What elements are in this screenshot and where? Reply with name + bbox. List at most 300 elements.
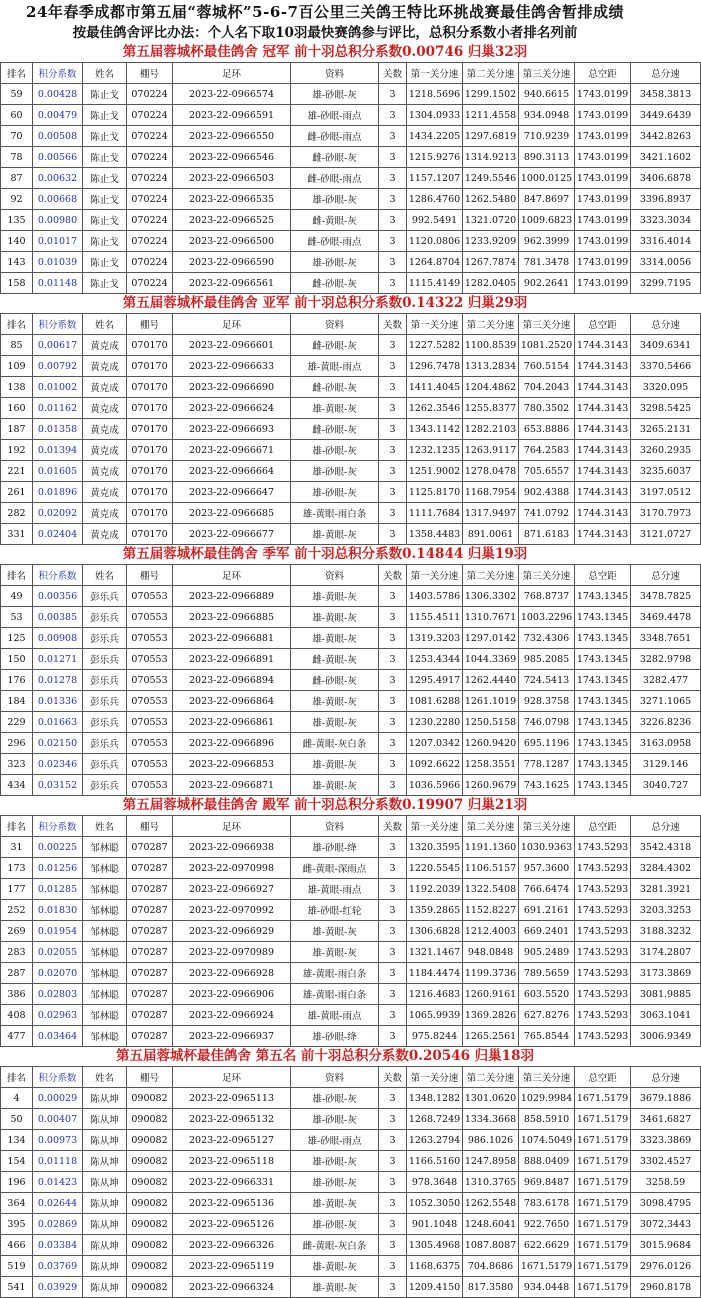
total-speed-cell: 3235.6037 <box>631 461 701 482</box>
name-cell: 彭乐兵 <box>83 691 127 712</box>
stage1-speed-cell: 1184.4474 <box>407 963 463 984</box>
stage1-speed-cell: 1251.9002 <box>407 461 463 482</box>
shed-cell: 070287 <box>127 900 173 921</box>
shed-cell: 070553 <box>127 628 173 649</box>
coef-cell: 0.00428 <box>33 84 83 105</box>
stage1-speed-cell: 1092.6622 <box>407 754 463 775</box>
table-row <box>1 273 701 294</box>
stage2-speed-cell: 1267.7874 <box>463 252 519 273</box>
rank-cell: 184 <box>1 691 33 712</box>
stage2-speed-cell: 1204.4862 <box>463 377 519 398</box>
desc-cell: 雄-黄眼-灰 <box>291 712 379 733</box>
ring-cell: 2023-22-0966853 <box>173 754 291 775</box>
stage3-speed-cell: 741.0792 <box>519 503 575 524</box>
column-header: 第三关分速 <box>519 314 575 335</box>
column-header: 第二关分速 <box>463 565 519 586</box>
shed-cell: 070224 <box>127 105 173 126</box>
coef-cell: 0.01271 <box>33 649 83 670</box>
stage3-speed-cell: 957.3600 <box>519 858 575 879</box>
column-header: 积分系数 <box>33 1067 83 1088</box>
table-row <box>1 524 701 545</box>
stage2-speed-cell: 1258.3551 <box>463 754 519 775</box>
coef-cell: 0.03929 <box>33 1277 83 1298</box>
coef-cell: 0.01663 <box>33 712 83 733</box>
shed-cell: 070553 <box>127 754 173 775</box>
stages-cell: 3 <box>379 900 407 921</box>
column-header: 姓名 <box>83 314 127 335</box>
desc-cell: 雄-砂眼-灰 <box>291 1172 379 1193</box>
section-title: 第五届蓉城杯最佳鸽舍 殿军 前十羽总积分系数0.19907 归巢21羽 <box>122 797 528 813</box>
stage1-speed-cell: 1411.4045 <box>407 377 463 398</box>
name-cell: 彭乐兵 <box>83 649 127 670</box>
stage2-speed-cell: 704.8686 <box>463 1256 519 1277</box>
total-speed-cell: 3316.4014 <box>631 231 701 252</box>
total-speed-cell: 3320.095 <box>631 377 701 398</box>
name-cell: 黄克成 <box>83 335 127 356</box>
rank-cell: 323 <box>1 754 33 775</box>
shed-cell: 070287 <box>127 984 173 1005</box>
stage2-speed-cell: 1087.8087 <box>463 1235 519 1256</box>
total-speed-cell: 3323.3869 <box>631 1130 701 1151</box>
desc-cell: 雄-黄眼-雨点 <box>291 356 379 377</box>
stage1-speed-cell: 1155.4511 <box>407 607 463 628</box>
name-cell: 陈从坤 <box>83 1235 127 1256</box>
table-row <box>1 921 701 942</box>
ring-cell: 2023-22-0966535 <box>173 189 291 210</box>
stage1-speed-cell: 1286.4760 <box>407 189 463 210</box>
column-header: 总分速 <box>631 314 701 335</box>
rank-cell: 135 <box>1 210 33 231</box>
stage1-speed-cell: 1306.6828 <box>407 921 463 942</box>
coef-cell: 0.01358 <box>33 419 83 440</box>
total-distance-cell: 1744.3143 <box>575 377 631 398</box>
coef-cell: 0.02869 <box>33 1214 83 1235</box>
total-speed-cell: 3461.6827 <box>631 1109 701 1130</box>
column-header: 第三关分速 <box>519 1067 575 1088</box>
total-speed-cell: 3299.7195 <box>631 273 701 294</box>
name-cell: 邹林聪 <box>83 1005 127 1026</box>
total-distance-cell: 1743.1345 <box>575 607 631 628</box>
total-distance-cell: 1671.5179 <box>575 1214 631 1235</box>
total-distance-cell: 1743.5293 <box>575 858 631 879</box>
stage3-speed-cell: 780.3502 <box>519 398 575 419</box>
shed-cell: 070287 <box>127 858 173 879</box>
section-title: 第五届蓉城杯最佳鸽舍 第五名 前十羽总积分系数0.20546 归巢18羽 <box>116 1048 534 1064</box>
total-distance-cell: 1743.0199 <box>575 126 631 147</box>
coef-cell: 0.01423 <box>33 1172 83 1193</box>
ring-cell: 2023-22-0966633 <box>173 356 291 377</box>
total-distance-cell: 1743.5293 <box>575 1026 631 1047</box>
rank-cell: 434 <box>1 775 33 796</box>
ring-cell: 2023-22-0966331 <box>173 1172 291 1193</box>
total-speed-cell: 3282.9798 <box>631 649 701 670</box>
rank-cell: 331 <box>1 524 33 545</box>
name-cell: 彭乐兵 <box>83 754 127 775</box>
column-header: 总空距 <box>575 314 631 335</box>
name-cell: 黄克成 <box>83 524 127 545</box>
stage2-speed-cell: 1263.9117 <box>463 440 519 461</box>
desc-cell: 雌-砂眼-雨点 <box>291 231 379 252</box>
shed-cell: 070170 <box>127 440 173 461</box>
column-header: 积分系数 <box>33 816 83 837</box>
coef-cell: 0.01278 <box>33 670 83 691</box>
table-row <box>1 461 701 482</box>
rank-cell: 296 <box>1 733 33 754</box>
stages-cell: 3 <box>379 1277 407 1298</box>
total-speed-cell: 3226.8236 <box>631 712 701 733</box>
shed-cell: 070553 <box>127 607 173 628</box>
stage2-speed-cell: 1211.4558 <box>463 105 519 126</box>
coef-cell: 0.03152 <box>33 775 83 796</box>
rank-cell: 109 <box>1 356 33 377</box>
table-row <box>1 586 701 607</box>
stage1-speed-cell: 1305.4968 <box>407 1235 463 1256</box>
total-speed-cell: 3203.3253 <box>631 900 701 921</box>
rank-cell: 364 <box>1 1193 33 1214</box>
name-cell: 陈止戈 <box>83 231 127 252</box>
ring-cell: 2023-22-0970992 <box>173 900 291 921</box>
desc-cell: 雄-黄眼-灰 <box>291 921 379 942</box>
page-subtitle: 按最佳鸽舍评比办法：个人名下取10羽最快赛鸽参与评比，总积分系数小者排名列前 <box>72 25 578 41</box>
stages-cell: 3 <box>379 440 407 461</box>
stage3-speed-cell: 1671.5179 <box>519 1256 575 1277</box>
column-header: 资料 <box>291 314 379 335</box>
table-row <box>1 879 701 900</box>
total-speed-cell: 3281.3921 <box>631 879 701 900</box>
column-header: 第二关分速 <box>463 314 519 335</box>
shed-cell: 070170 <box>127 419 173 440</box>
total-distance-cell: 1743.5293 <box>575 963 631 984</box>
total-speed-cell: 3163.0958 <box>631 733 701 754</box>
rank-cell: 150 <box>1 649 33 670</box>
table-row <box>1 628 701 649</box>
total-distance-cell: 1743.0199 <box>575 189 631 210</box>
stages-cell: 3 <box>379 461 407 482</box>
shed-cell: 070170 <box>127 398 173 419</box>
stage1-speed-cell: 1192.2039 <box>407 879 463 900</box>
coef-cell: 0.00908 <box>33 628 83 649</box>
coef-cell: 0.03384 <box>33 1235 83 1256</box>
table-row <box>1 1235 701 1256</box>
table-row <box>1 1088 701 1109</box>
section-block <box>0 1047 692 1298</box>
stages-cell: 3 <box>379 105 407 126</box>
desc-cell: 雄-砂眼-灰 <box>291 1088 379 1109</box>
name-cell: 邹林聪 <box>83 900 127 921</box>
shed-cell: 090082 <box>127 1130 173 1151</box>
name-cell: 邹林聪 <box>83 942 127 963</box>
table-row <box>1 210 701 231</box>
total-distance-cell: 1744.3143 <box>575 503 631 524</box>
stage2-speed-cell: 1260.9420 <box>463 733 519 754</box>
stage2-speed-cell: 1168.7954 <box>463 482 519 503</box>
total-distance-cell: 1743.1345 <box>575 754 631 775</box>
stages-cell: 3 <box>379 356 407 377</box>
rank-cell: 261 <box>1 482 33 503</box>
desc-cell: 雄-黄眼-灰 <box>291 607 379 628</box>
total-speed-cell: 3396.8937 <box>631 189 701 210</box>
stage1-speed-cell: 975.8244 <box>407 1026 463 1047</box>
coef-cell: 0.00566 <box>33 147 83 168</box>
total-distance-cell: 1671.5179 <box>575 1088 631 1109</box>
stage1-speed-cell: 1403.5786 <box>407 586 463 607</box>
stage3-speed-cell: 934.0448 <box>519 1277 575 1298</box>
stage3-speed-cell: 732.4306 <box>519 628 575 649</box>
stage1-speed-cell: 1295.4917 <box>407 670 463 691</box>
total-distance-cell: 1744.3143 <box>575 482 631 503</box>
table-row <box>1 733 701 754</box>
total-distance-cell: 1743.0199 <box>575 168 631 189</box>
stages-cell: 3 <box>379 1235 407 1256</box>
total-speed-cell: 2960.8178 <box>631 1277 701 1298</box>
column-header: 资料 <box>291 565 379 586</box>
ring-cell: 2023-22-0966550 <box>173 126 291 147</box>
shed-cell: 070224 <box>127 210 173 231</box>
section-block <box>0 294 692 545</box>
total-distance-cell: 1743.1345 <box>575 691 631 712</box>
rank-cell: 143 <box>1 252 33 273</box>
rank-cell: 477 <box>1 1026 33 1047</box>
desc-cell: 雌-砂眼-雨点 <box>291 168 379 189</box>
stage1-speed-cell: 1359.2865 <box>407 900 463 921</box>
table-row <box>1 837 701 858</box>
stages-cell: 3 <box>379 984 407 1005</box>
column-header: 第三关分速 <box>519 816 575 837</box>
name-cell: 邹林聪 <box>83 963 127 984</box>
coef-cell: 0.02346 <box>33 754 83 775</box>
column-header: 姓名 <box>83 1067 127 1088</box>
stage1-speed-cell: 1304.0933 <box>407 105 463 126</box>
rank-cell: 138 <box>1 377 33 398</box>
desc-cell: 雄-砂眼-雨点 <box>291 105 379 126</box>
desc-cell: 雄-砂眼-雨点 <box>291 1130 379 1151</box>
stage2-speed-cell: 1106.5157 <box>463 858 519 879</box>
table-row <box>1 963 701 984</box>
rank-cell: 154 <box>1 1151 33 1172</box>
stage2-speed-cell: 1317.9497 <box>463 503 519 524</box>
stages-cell: 3 <box>379 754 407 775</box>
stage3-speed-cell: 764.2583 <box>519 440 575 461</box>
name-cell: 陈从坤 <box>83 1193 127 1214</box>
total-speed-cell: 3478.7825 <box>631 586 701 607</box>
column-header: 棚号 <box>127 63 173 84</box>
stage1-speed-cell: 1343.1142 <box>407 419 463 440</box>
total-distance-cell: 1743.1345 <box>575 733 631 754</box>
name-cell: 陈从坤 <box>83 1214 127 1235</box>
desc-cell: 雄-砂眼-灰 <box>291 84 379 105</box>
shed-cell: 070224 <box>127 126 173 147</box>
stage2-speed-cell: 1261.1019 <box>463 691 519 712</box>
desc-cell: 雄-黄眼-灰 <box>291 398 379 419</box>
column-header: 第三关分速 <box>519 565 575 586</box>
stage1-speed-cell: 1125.8170 <box>407 482 463 503</box>
desc-cell: 雄-砂眼-灰 <box>291 1214 379 1235</box>
shed-cell: 070553 <box>127 586 173 607</box>
stage3-speed-cell: 766.6474 <box>519 879 575 900</box>
stage3-speed-cell: 704.2043 <box>519 377 575 398</box>
stages-cell: 3 <box>379 1005 407 1026</box>
coef-cell: 0.02963 <box>33 1005 83 1026</box>
ring-cell: 2023-22-0965119 <box>173 1256 291 1277</box>
desc-cell: 雌-砂眼-灰 <box>291 419 379 440</box>
total-distance-cell: 1671.5179 <box>575 1235 631 1256</box>
rank-cell: 173 <box>1 858 33 879</box>
coef-cell: 0.01002 <box>33 377 83 398</box>
total-speed-cell: 3442.8263 <box>631 126 701 147</box>
stage3-speed-cell: 890.3113 <box>519 147 575 168</box>
stage2-speed-cell: 891.0061 <box>463 524 519 545</box>
desc-cell: 雄-黄眼-雨点 <box>291 1005 379 1026</box>
stage1-speed-cell: 1166.5160 <box>407 1151 463 1172</box>
rank-cell: 395 <box>1 1214 33 1235</box>
shed-cell: 090082 <box>127 1193 173 1214</box>
table-row <box>1 398 701 419</box>
column-header: 姓名 <box>83 816 127 837</box>
stage3-speed-cell: 669.2401 <box>519 921 575 942</box>
shed-cell: 070287 <box>127 879 173 900</box>
total-speed-cell: 3258.59 <box>631 1172 701 1193</box>
stages-cell: 3 <box>379 607 407 628</box>
name-cell: 陈从坤 <box>83 1109 127 1130</box>
column-header: 姓名 <box>83 63 127 84</box>
stage2-speed-cell: 1233.9209 <box>463 231 519 252</box>
stage2-speed-cell: 1260.9679 <box>463 775 519 796</box>
ring-cell: 2023-22-0966685 <box>173 503 291 524</box>
total-distance-cell: 1743.0199 <box>575 252 631 273</box>
column-header: 第二关分速 <box>463 816 519 837</box>
column-header: 总分速 <box>631 816 701 837</box>
name-cell: 黄克成 <box>83 503 127 524</box>
table-row <box>1 503 701 524</box>
coef-cell: 0.02644 <box>33 1193 83 1214</box>
total-speed-cell: 3121.0727 <box>631 524 701 545</box>
stages-cell: 3 <box>379 1193 407 1214</box>
desc-cell: 雄-黄眼-雨点 <box>291 879 379 900</box>
table-row <box>1 482 701 503</box>
stages-cell: 3 <box>379 398 407 419</box>
stages-cell: 3 <box>379 712 407 733</box>
stage3-speed-cell: 888.0409 <box>519 1151 575 1172</box>
stage2-speed-cell: 1250.5158 <box>463 712 519 733</box>
stage2-speed-cell: 1297.0142 <box>463 628 519 649</box>
stage1-speed-cell: 1207.0342 <box>407 733 463 754</box>
shed-cell: 070553 <box>127 670 173 691</box>
stage1-speed-cell: 1320.3595 <box>407 837 463 858</box>
shed-cell: 090082 <box>127 1109 173 1130</box>
stage3-speed-cell: 928.3758 <box>519 691 575 712</box>
stages-cell: 3 <box>379 147 407 168</box>
total-distance-cell: 1743.1345 <box>575 670 631 691</box>
rank-cell: 386 <box>1 984 33 1005</box>
name-cell: 黄克成 <box>83 419 127 440</box>
table-row <box>1 84 701 105</box>
table-row <box>1 1130 701 1151</box>
column-header: 足环 <box>173 816 291 837</box>
column-header: 第三关分速 <box>519 63 575 84</box>
coef-cell: 0.01336 <box>33 691 83 712</box>
stages-cell: 3 <box>379 691 407 712</box>
name-cell: 陈止戈 <box>83 84 127 105</box>
name-cell: 彭乐兵 <box>83 733 127 754</box>
ring-cell: 2023-22-0966937 <box>173 1026 291 1047</box>
shed-cell: 090082 <box>127 1088 173 1109</box>
ring-cell: 2023-22-0966889 <box>173 586 291 607</box>
ring-cell: 2023-22-0965126 <box>173 1214 291 1235</box>
stage3-speed-cell: 691.2161 <box>519 900 575 921</box>
column-header: 棚号 <box>127 314 173 335</box>
name-cell: 黄克成 <box>83 440 127 461</box>
column-header: 总空距 <box>575 565 631 586</box>
name-cell: 陈从坤 <box>83 1088 127 1109</box>
shed-cell: 070553 <box>127 712 173 733</box>
total-distance-cell: 1744.3143 <box>575 461 631 482</box>
table-row <box>1 147 701 168</box>
total-distance-cell: 1744.3143 <box>575 524 631 545</box>
column-header: 第二关分速 <box>463 1067 519 1088</box>
total-distance-cell: 1671.5179 <box>575 1151 631 1172</box>
name-cell: 黄克成 <box>83 482 127 503</box>
column-header: 第一关分速 <box>407 63 463 84</box>
stage2-speed-cell: 1265.2561 <box>463 1026 519 1047</box>
shed-cell: 090082 <box>127 1256 173 1277</box>
shed-cell: 070553 <box>127 775 173 796</box>
stage1-speed-cell: 1065.9939 <box>407 1005 463 1026</box>
stage2-speed-cell: 1369.2826 <box>463 1005 519 1026</box>
total-distance-cell: 1743.5293 <box>575 879 631 900</box>
name-cell: 邹林聪 <box>83 921 127 942</box>
name-cell: 彭乐兵 <box>83 628 127 649</box>
total-speed-cell: 3271.1065 <box>631 691 701 712</box>
stages-cell: 3 <box>379 921 407 942</box>
ring-cell: 2023-22-0966500 <box>173 231 291 252</box>
table-header-row <box>1 816 701 837</box>
name-cell: 陈止戈 <box>83 126 127 147</box>
results-table <box>0 62 701 294</box>
coef-cell: 0.01830 <box>33 900 83 921</box>
total-speed-cell: 3173.3869 <box>631 963 701 984</box>
table-row <box>1 419 701 440</box>
stage3-speed-cell: 710.9239 <box>519 126 575 147</box>
shed-cell: 090082 <box>127 1235 173 1256</box>
stages-cell: 3 <box>379 168 407 189</box>
stage3-speed-cell: 1081.2520 <box>519 335 575 356</box>
rank-cell: 269 <box>1 921 33 942</box>
stage1-speed-cell: 1218.5696 <box>407 84 463 105</box>
desc-cell: 雄-砂眼-灰 <box>291 189 379 210</box>
rank-cell: 70 <box>1 126 33 147</box>
coef-cell: 0.01394 <box>33 440 83 461</box>
coef-cell: 0.01162 <box>33 398 83 419</box>
stage2-speed-cell: 1321.0720 <box>463 210 519 231</box>
total-distance-cell: 1744.3143 <box>575 440 631 461</box>
stage2-speed-cell: 1152.8227 <box>463 900 519 921</box>
ring-cell: 2023-22-0966503 <box>173 168 291 189</box>
coef-cell: 0.00508 <box>33 126 83 147</box>
desc-cell: 雄-砂眼-红轮 <box>291 900 379 921</box>
total-speed-cell: 2976.0126 <box>631 1256 701 1277</box>
stage3-speed-cell: 985.2085 <box>519 649 575 670</box>
shed-cell: 070224 <box>127 189 173 210</box>
stage1-speed-cell: 1215.9276 <box>407 147 463 168</box>
name-cell: 陈止戈 <box>83 210 127 231</box>
total-speed-cell: 3449.6439 <box>631 105 701 126</box>
table-row <box>1 1005 701 1026</box>
ring-cell: 2023-22-0966891 <box>173 649 291 670</box>
column-header: 姓名 <box>83 565 127 586</box>
table-row <box>1 1256 701 1277</box>
stage3-speed-cell: 783.6178 <box>519 1193 575 1214</box>
name-cell: 邹林聪 <box>83 1026 127 1047</box>
